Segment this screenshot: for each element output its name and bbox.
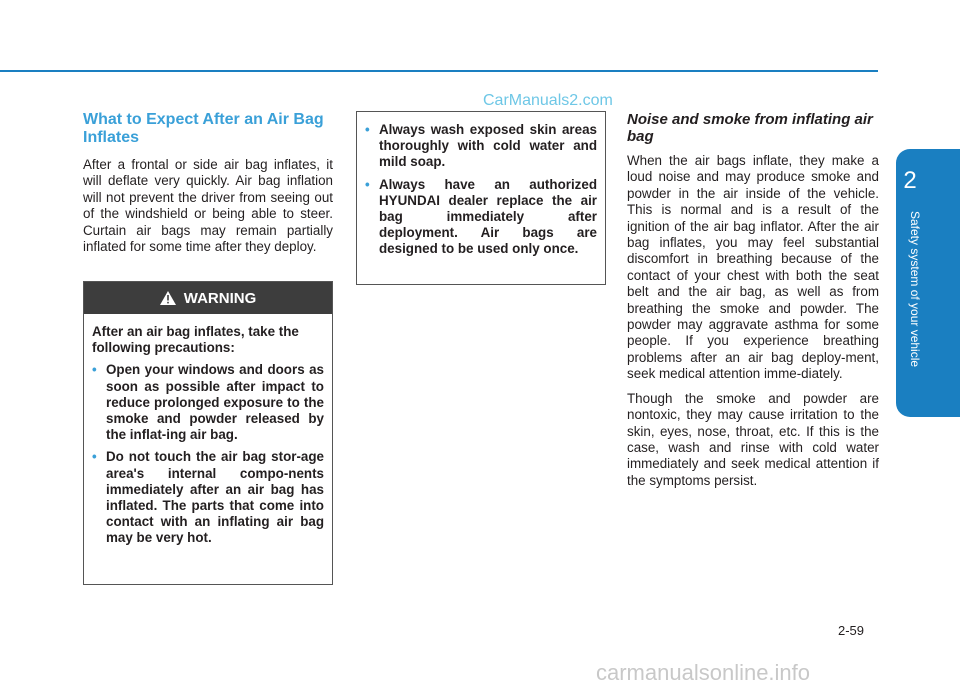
column-3 xyxy=(627,111,879,497)
warning-header xyxy=(84,282,332,314)
warning-body xyxy=(84,314,332,547)
continued-warning-list xyxy=(365,122,597,258)
continued-warning-box xyxy=(356,111,606,285)
chapter-number: 2 xyxy=(903,167,917,194)
list-item: • Always have an authorized HYUNDAI dealer replace the air bag immediately after deployment. Air bags are designed to be used only once. xyxy=(365,177,597,258)
list-item: • Do not touch the air bag stor-age area's internal compo-nents immediately after an air bag has inflated. The parts that come into contact with an inflating air bag may be very hot. xyxy=(92,449,324,546)
warning-label: WARNING xyxy=(183,289,257,307)
column-1 xyxy=(83,111,333,263)
warning-intro: After an air bag inflates, take the following precautions: xyxy=(92,324,299,356)
body-paragraph: When the air bags inflate, they make a loud noise and may produce smoke and powder in the air inside of the vehicle. This is normal and is a result of the ignition of the air bag inflator. After the air bag inflates, you may feel substantial discomfort in breathing because of the contact of your chest with both the seat belt and the air bag, as well as from breathing the smoke and powder. The powder may aggravate asthma for some people. If you experience breathing problems after an air bag deploy-ment, seek medical attention imme-diately. xyxy=(627,153,879,382)
watermark-bottom[interactable]: carmanualsonline.info xyxy=(596,660,811,685)
warning-list xyxy=(92,362,324,546)
intro-paragraph: After a frontal or side air bag inflates, it will deflate very quickly. Air bag inflation will not prevent the driver from seeing out of the windshield or being able to steer. Curtain air bags may remain partially inflated for some time after they deploy. xyxy=(83,157,333,255)
section-title: What to Expect After an Air Bag Inflates xyxy=(83,111,324,146)
page-number: 2-59 xyxy=(838,623,865,638)
list-item: • Always wash exposed skin areas thoroughly with cold water and mild soap. xyxy=(365,122,597,171)
chapter-title: Safety system of your vehicle xyxy=(908,211,922,368)
chapter-tab xyxy=(896,149,960,417)
watermark-top[interactable]: CarManuals2.com xyxy=(483,92,613,109)
subsection-title: Noise and smoke from inflating air bag xyxy=(627,111,873,145)
body-paragraph: Though the smoke and powder are nontoxic, they may cause irritation to the skin, eyes, nose, throat, etc. If this is the case, wash and rinse with cold water immediately and seek medical attention if the symptoms persist. xyxy=(627,390,879,488)
list-item: • Open your windows and doors as soon as possible after impact to reduce prolonged exposure to the smoke and powder released by the inflat-ing air bag. xyxy=(92,362,324,443)
warning-triangle-icon xyxy=(160,291,176,305)
continued-warning-body xyxy=(357,112,605,258)
top-rule xyxy=(0,70,878,72)
warning-box xyxy=(83,281,333,585)
